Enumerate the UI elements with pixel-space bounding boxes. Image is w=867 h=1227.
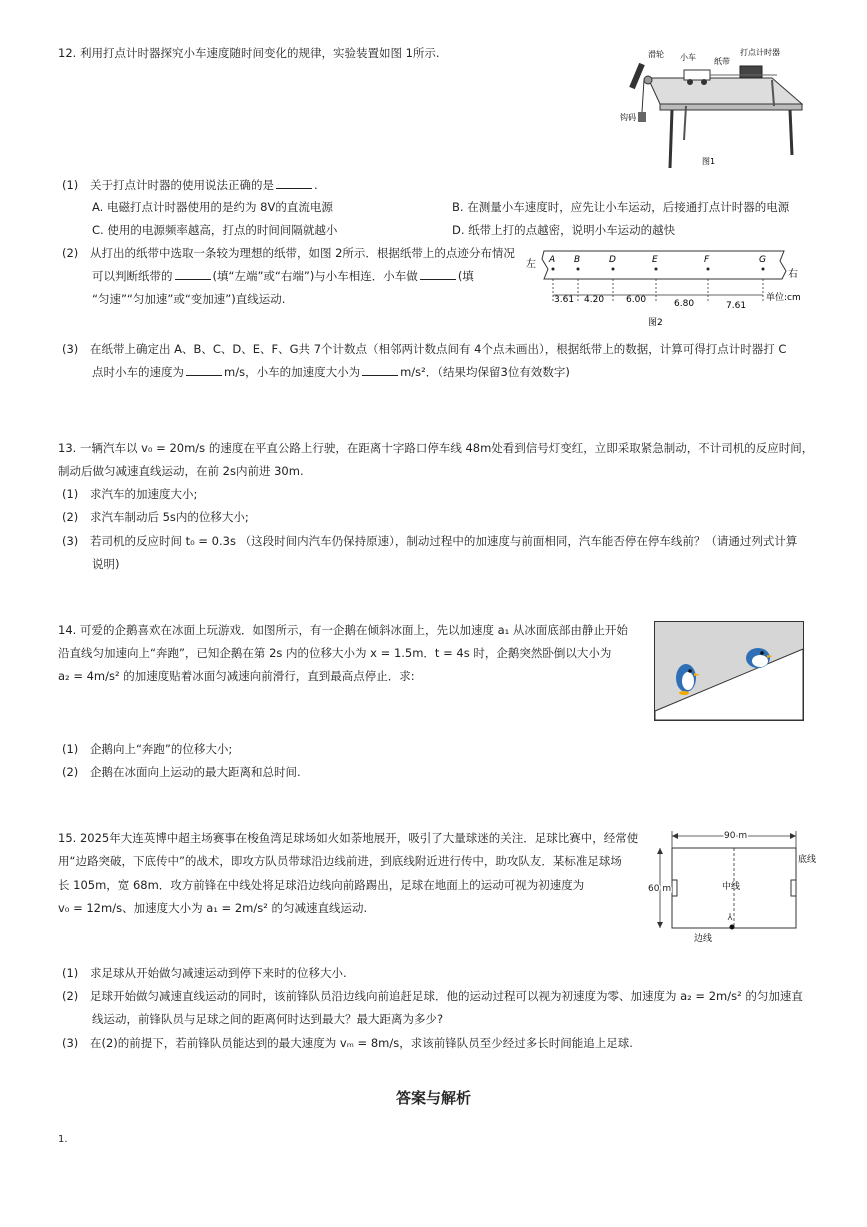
field-end-line-label: 底线 xyxy=(798,855,816,865)
field-center-line-label: 中线 xyxy=(722,882,741,892)
q14-part2-text: 企鹅在冰面向上运动的最大距离和总时间. xyxy=(89,765,301,779)
fig2-right: 右 xyxy=(788,269,798,280)
q14-line3: a₂ = 4m/s² 的加速度贴着冰面匀减速向前滑行，直到最高点停止．求: xyxy=(58,669,415,683)
q15-line1: 15. 2025年大连英博中超主场赛事在梭鱼湾足球场如火如荼地展开，吸引了大量球迷的关注．足球比赛中，经常使 xyxy=(58,831,639,845)
fig2-point-a: A xyxy=(549,255,556,265)
q13-part1-text: 求汽车的加速度大小; xyxy=(89,487,198,501)
fig1-label-timer: 打点计时器 xyxy=(740,48,780,57)
q12-part2-text-c: (填 xyxy=(457,269,474,283)
fig2-point-d: D xyxy=(609,255,616,265)
q12-part3-line1 xyxy=(62,341,786,357)
q14-line1: 14. 可爱的企鹅喜欢在冰面上玩游戏．如图所示，有一企鹅在倾斜冰面上，先以加速度 a₁ 从冰面底部由静止开始 xyxy=(58,623,628,637)
q12-part2-text-a: 可以判断纸带的 xyxy=(92,269,173,283)
q15-line2: 用“边路突破，下底传中”的战术，即攻方队员带球沿边线前进，到底线附近进行传中，助攻队友．某标准足球场 xyxy=(58,854,622,868)
answers-title: 答案与解析 xyxy=(395,1089,471,1107)
q13-part2-text: 求汽车制动后 5s内的位移大小; xyxy=(89,510,249,524)
fig1-caption: 图1 xyxy=(702,157,716,166)
field-width-label: 90 m xyxy=(724,831,748,841)
figure-football-field xyxy=(646,826,816,944)
ball-icon xyxy=(730,925,735,930)
fig2-left: 左 xyxy=(526,259,536,270)
q12-part1 xyxy=(62,177,318,193)
q12-part2-line1 xyxy=(62,245,515,261)
fig2-unit: 单位:cm xyxy=(766,293,801,303)
q13-part2 xyxy=(62,509,249,525)
fig2-point-f: F xyxy=(704,255,710,265)
q12-part1-end: . xyxy=(313,178,318,192)
q13-line1: 13. 一辆汽车以 v₀ = 20m/s 的速度在平直公路上行驶，在距离十字路口停车线 48m处看到信号灯变红，立即采取紧急制动，不计司机的反应时间， xyxy=(58,441,814,455)
figure-1-apparatus xyxy=(612,40,808,170)
q13-line2: 制动后做匀减速直线运动，在前 2s内前进 30m. xyxy=(58,464,304,478)
q15-part3-num: (3) xyxy=(62,1036,79,1050)
q12-part3-line2 xyxy=(92,364,570,380)
q14-part2-num: (2) xyxy=(62,765,79,779)
q12-part1-text: 关于打点计时器的使用说法正确的是 xyxy=(89,178,274,192)
q13-part3-line2: 说明) xyxy=(92,557,120,571)
q15-part2-line2: 线运动，前锋队员与足球之间的距离何时达到最大？最大距离为多少? xyxy=(92,1012,444,1026)
answer-blank[interactable] xyxy=(175,268,211,280)
figure-2-paper-tape xyxy=(522,245,812,331)
q15-line3: 长 105m，宽 68m．攻方前锋在中线处将足球沿边线向前路踢出，足球在地面上的运动可视为初速度为 xyxy=(58,878,585,892)
answer-blank[interactable] xyxy=(420,268,456,280)
q12-option-d: D. 纸带上打的点越密，说明小车运动的越快 xyxy=(452,223,676,237)
q12-part3-text-a: 点时小车的速度为 xyxy=(92,365,184,379)
fig2-point-b: B xyxy=(574,255,581,265)
q15-part2-num: (2) xyxy=(62,989,79,1003)
fig2-point-g: G xyxy=(759,255,766,265)
q15-part2 xyxy=(62,988,803,1004)
q14-part2 xyxy=(62,764,301,780)
fig2-dist-3: 6.00 xyxy=(626,295,647,305)
q12-option-c: C. 使用的电源频率越高，打点的时间间隔就越小 xyxy=(92,223,338,237)
q12-option-a: A. 电磁打点计时器使用的是约为 8V的直流电源 xyxy=(92,200,333,214)
q13-part3-text: 若司机的反应时间 t₀ = 0.3s （这段时间内汽车仍保持原速），制动过程中的加速度与前面相同，汽车能否停在停车线前？（请通过列式计算 xyxy=(89,534,798,548)
field-height-label: 60 m xyxy=(648,884,672,894)
q13-part2-num: (2) xyxy=(62,510,79,524)
q12-part1-num: (1) xyxy=(62,178,79,192)
q12-part2-num: (2) xyxy=(62,246,79,260)
q15-part1-num: (1) xyxy=(62,966,79,980)
q15-part3 xyxy=(62,1035,633,1051)
q12-part2-line2 xyxy=(92,268,474,284)
q12-part3-text-b: m/s，小车的加速度大小为 xyxy=(224,365,361,379)
answer-blank[interactable] xyxy=(362,364,398,376)
q14-part1 xyxy=(62,741,232,757)
q14-part1-text: 企鹅向上“奔跑”的位移大小; xyxy=(89,742,233,756)
q12-part3-text: 在纸带上确定出 A、B、C、D、E、F、G共 7个计数点（相邻两计数点间有 4个点未画出），根据纸带上的数据，计算可得打点计时器打 C xyxy=(89,342,787,356)
q12-part3-num: (3) xyxy=(62,342,79,356)
answers-first-item: 1. xyxy=(58,1134,68,1145)
q15-part1 xyxy=(62,965,347,981)
fig1-label-pulley: 滑轮 xyxy=(648,50,664,59)
q15-part2-text: 足球开始做匀减速直线运动的同时，该前锋队员沿边线向前追赶足球．他的运动过程可以视为初速度为零、加速度为 a₂ = 2m/s² 的匀加速直 xyxy=(89,989,803,1003)
q14-line2: 沿直线匀加速向上“奔跑”，已知企鹅在第 2s 内的位移大小为 x = 1.5m．t = 4s 时，企鹅突然卧倒以大小为 xyxy=(58,646,612,660)
fig1-label-weight: 钩码 xyxy=(620,113,636,122)
fig2-dist-1: 3.61 xyxy=(554,295,575,305)
field-side-line-label: 边线 xyxy=(694,934,713,944)
q13-part3 xyxy=(62,533,797,549)
figure-penguin-slope xyxy=(654,621,804,721)
q12-option-b: B. 在测量小车速度时，应先让小车运动，后接通打点计时器的电源 xyxy=(452,200,790,214)
q15-part3-text: 在(2)的前提下，若前锋队员能达到的最大速度为 vₘ = 8m/s，求该前锋队员至少经过多长时间能追上足球. xyxy=(89,1036,633,1050)
fig2-dist-2: 4.20 xyxy=(584,295,605,305)
q12-stem: 12. 利用打点计时器探究小车速度随时间变化的规律，实验装置如图 1所示. xyxy=(58,46,440,60)
q13-part3-num: (3) xyxy=(62,534,79,548)
fig1-label-tape: 纸带 xyxy=(714,57,730,66)
fig2-point-e: E xyxy=(652,255,658,265)
fig2-dist-5: 7.61 xyxy=(726,301,747,311)
answer-blank[interactable] xyxy=(186,364,222,376)
answer-blank[interactable] xyxy=(276,177,312,189)
q14-part1-num: (1) xyxy=(62,742,79,756)
q15-part1-text: 求足球从开始做匀减速运动到停下来时的位移大小. xyxy=(89,966,347,980)
fig2-caption: 图2 xyxy=(648,318,663,328)
fig1-label-car: 小车 xyxy=(680,53,696,62)
q15-line4: v₀ = 12m/s、加速度大小为 a₁ = 2m/s² 的匀减速直线运动. xyxy=(58,901,368,915)
q13-part1-num: (1) xyxy=(62,487,79,501)
q12-part2-line3: “匀速”“匀加速”或“变加速”)直线运动. xyxy=(92,292,286,306)
q13-part1 xyxy=(62,486,197,502)
q12-part3-text-c: m/s²．（结果均保留3位有效数字) xyxy=(400,365,570,379)
q12-part2-text-b: (填“左端”或“右端”)与小车相连．小车做 xyxy=(212,269,418,283)
fig2-dist-4: 6.80 xyxy=(674,299,695,309)
q12-part2-text: 从打出的纸带中选取一条较为理想的纸带，如图 2所示．根据纸带上的点迹分布情况 xyxy=(89,246,515,260)
